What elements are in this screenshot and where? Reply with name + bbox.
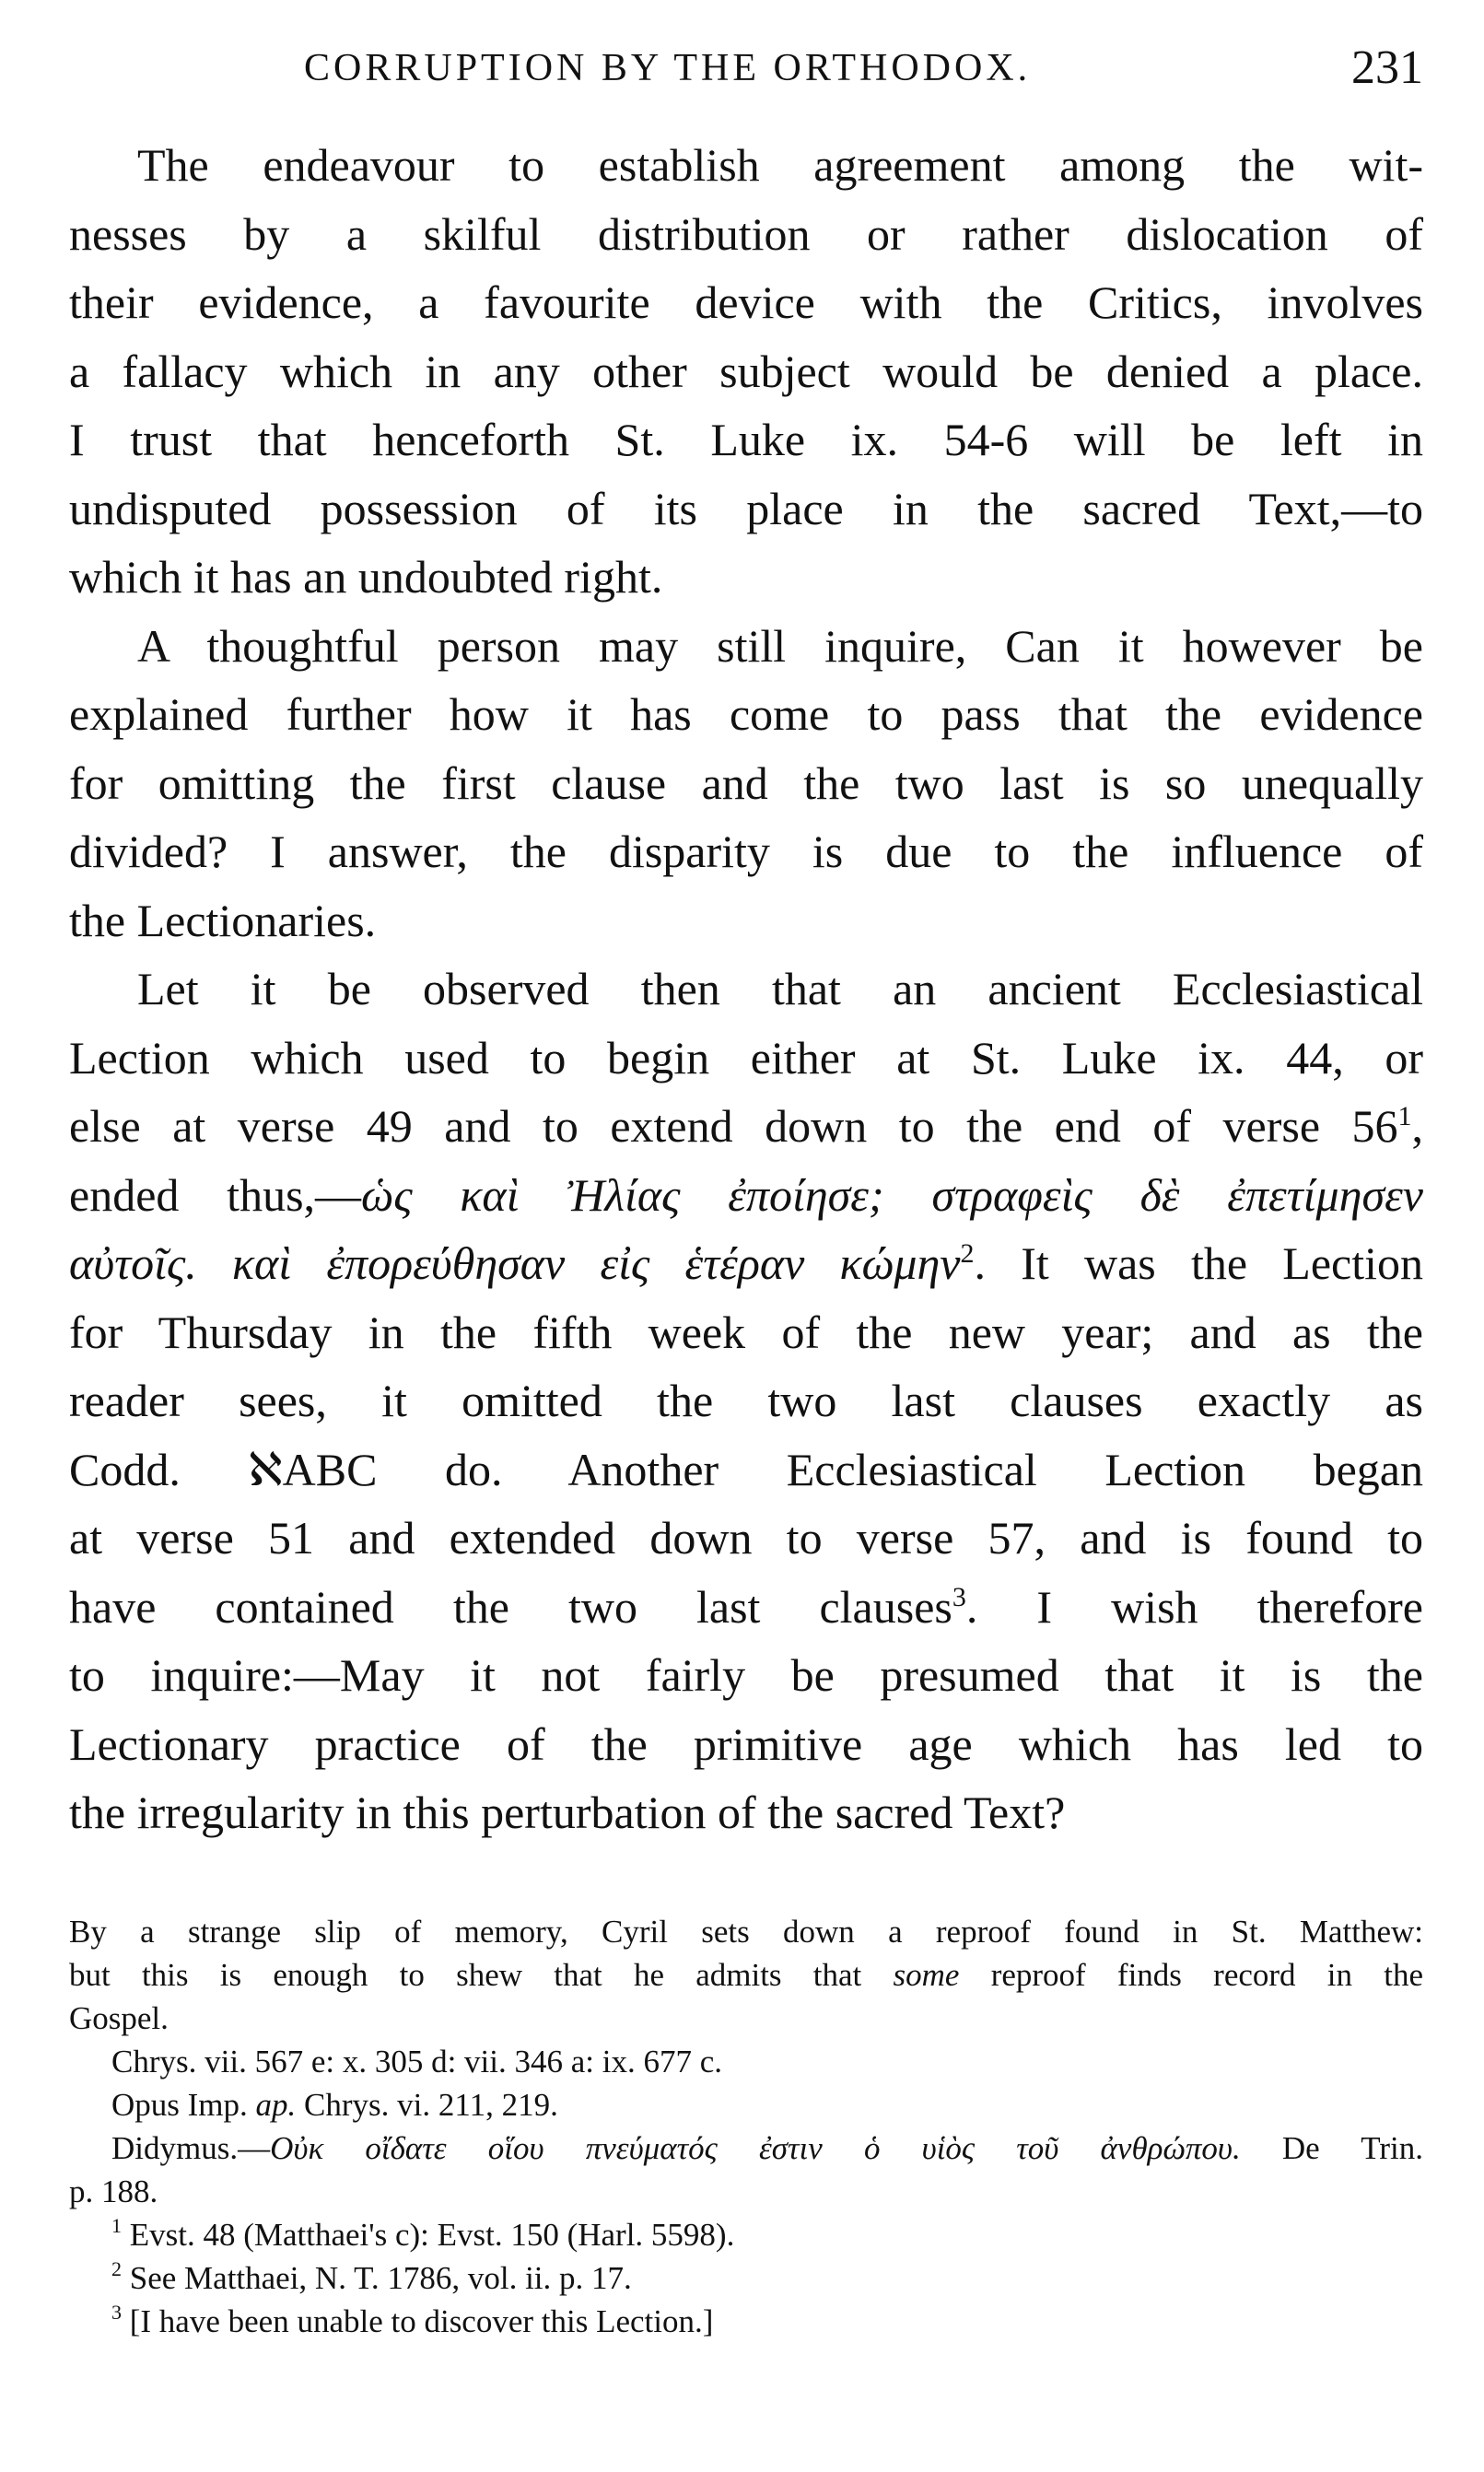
footnote-line xyxy=(69,1953,1423,1997)
text-line: Codd. ℵABC do. Another Ecclesiastical Lection began xyxy=(69,1443,1423,1495)
text-line: which it has an undoubted right. xyxy=(69,551,663,603)
text-line: the irregularity in this perturbation of the sacred Text? xyxy=(69,1787,1066,1838)
footnotes xyxy=(69,1910,1423,2343)
text-segment: ended thus,— xyxy=(69,1168,362,1221)
footnote-line: p. 188. xyxy=(69,2173,158,2209)
text-line: Lection which used to begin either at St. Luke ix. 44, or xyxy=(69,1031,1423,1084)
text-segment: reproof finds record in the xyxy=(959,1956,1423,1993)
text-segment: Chrys. vi. 211, 219. xyxy=(296,2086,558,2123)
text-line xyxy=(69,1161,1423,1230)
text-line: I trust that henceforth St. Luke ix. 54-6 will be left in xyxy=(69,414,1423,465)
text-segment: De Trin. xyxy=(1240,2129,1423,2166)
text-line: A thoughtful person may still inquire, Can it however be xyxy=(137,619,1423,672)
running-title: CORRUPTION BY THE ORTHODOX. xyxy=(304,47,1032,89)
text-line xyxy=(69,1092,1423,1161)
text-line: Lectionary practice of the primitive age which has led to xyxy=(69,1717,1423,1770)
text-line: explained further how it has come to pass that the evidence xyxy=(69,688,1423,740)
footnote-marker: 1 xyxy=(111,2213,122,2237)
text-line: their evidence, a favourite device with the Critics, involves xyxy=(69,276,1423,328)
text-line xyxy=(69,1229,1423,1298)
text-segment: Opus Imp. xyxy=(111,2086,256,2123)
text-segment: Didymus.— xyxy=(111,2129,271,2166)
text-line: reader sees, it omitted the two last clauses exactly as xyxy=(69,1375,1423,1426)
text-line xyxy=(69,1573,1423,1642)
paragraph-2 xyxy=(69,612,1423,955)
greek-quote: ὡς καὶ Ἠλίας ἐποίησε; στραφεὶς δὲ ἐπετίμησεν xyxy=(361,1168,1423,1221)
footnote-1 xyxy=(69,2213,1423,2256)
text-segment: . It was the Lection xyxy=(974,1237,1423,1289)
paragraph-1 xyxy=(69,131,1423,612)
text-line: to inquire:—May it not fairly be presumed that it is the xyxy=(69,1649,1423,1701)
text-line: at verse 51 and extended down to verse 57, and is found to xyxy=(69,1512,1423,1564)
emphasis: some xyxy=(893,1956,960,1993)
footnote-2 xyxy=(69,2256,1423,2300)
footnote-3 xyxy=(69,2300,1423,2343)
footnote-ref-3: 3 xyxy=(952,1581,966,1612)
book-page xyxy=(69,37,1423,2343)
text-line: Let it be observed then that an ancient Ecclesiastical xyxy=(137,963,1423,1014)
footnote-text: [I have been unable to discover this Lection.] xyxy=(129,2302,714,2339)
text-line: for omitting the first clause and the two last is so unequally xyxy=(69,756,1423,809)
emphasis: ap. xyxy=(255,2086,297,2123)
greek-quote: αὐτοῖς. καὶ ἐπορεύθησαν εἰς ἑτέραν κώμην xyxy=(69,1237,961,1289)
text-line: for Thursday in the fifth week of the new year; and as the xyxy=(69,1306,1423,1358)
text-segment: . I wish therefore xyxy=(965,1580,1423,1633)
text-line: the Lectionaries. xyxy=(69,894,377,946)
footnote-line: Gospel. xyxy=(69,1999,169,2036)
footnote-line: Chrys. vii. 567 e: x. 305 d: vii. 346 a: ix. 677 c. xyxy=(111,2043,723,2080)
text-segment: have contained the two last clauses xyxy=(69,1580,952,1633)
footnote-line xyxy=(69,2083,1423,2126)
greek-quote: Οὐκ οἴδατε οἵου πνεύματός ἐστιν ὁ υἱὸς τοῦ ἀνθρώπου. xyxy=(270,2129,1241,2166)
text-segment: , xyxy=(1411,1100,1423,1152)
footnote-line xyxy=(69,2126,1423,2170)
text-segment: but this is enough to shew that he admits that xyxy=(69,1956,894,1993)
main-text xyxy=(69,131,1423,1847)
footnote-text: See Matthaei, N. T. 1786, vol. ii. p. 17. xyxy=(129,2259,632,2296)
footnote-ref-2: 2 xyxy=(960,1238,975,1269)
footnote-ref-1: 1 xyxy=(1397,1101,1412,1131)
page-number: 231 xyxy=(1351,41,1423,94)
footnote-text: Evst. 48 (Matthaei's c): Evst. 150 (Harl. 5598). xyxy=(129,2216,735,2253)
text-line: The endeavour to establish agreement among the wit- xyxy=(137,139,1423,191)
footnote-line: By a strange slip of memory, Cyril sets down a reproof found in St. Matthew: xyxy=(69,1913,1423,1950)
paragraph-3 xyxy=(69,955,1423,1847)
text-segment: else at verse 49 and to extend down to the end of verse 56 xyxy=(69,1100,1398,1152)
text-line: a fallacy which in any other subject would be denied a place. xyxy=(69,345,1423,397)
text-line: nesses by a skilful distribution or rather dislocation of xyxy=(69,207,1423,260)
footnote-marker: 2 xyxy=(111,2256,122,2280)
footnote-marker: 3 xyxy=(111,2300,122,2324)
text-line: undisputed possession of its place in the sacred Text,—to xyxy=(69,482,1423,534)
page-header xyxy=(69,37,1423,101)
text-line: divided? I answer, the disparity is due to the influence of xyxy=(69,826,1423,877)
